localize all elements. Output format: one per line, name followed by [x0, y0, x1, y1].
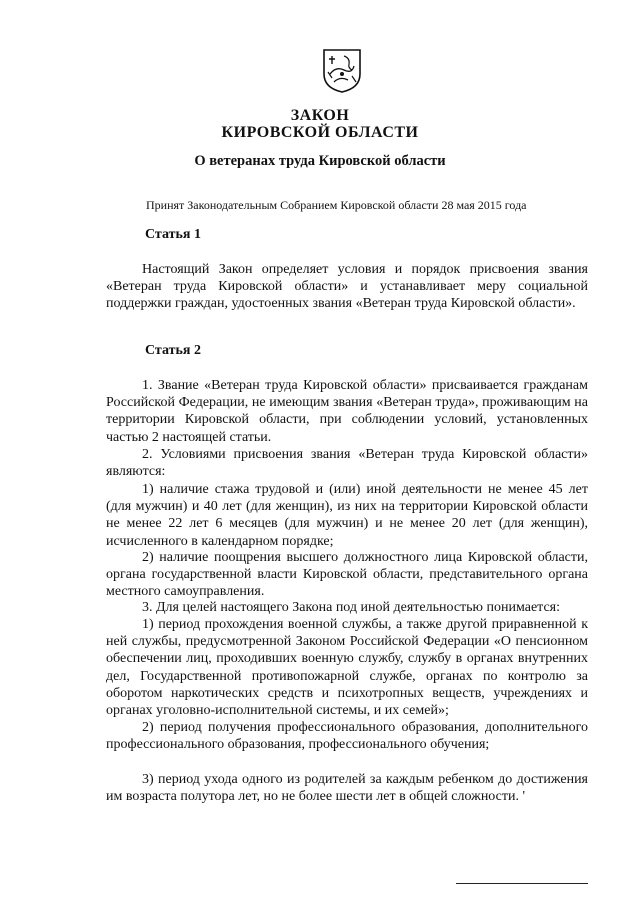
coat-of-arms-icon — [322, 48, 362, 94]
article-2-activity-2: 2) период получения профессионального образования, дополнительного профессионального образования, профессионального обучения; — [106, 720, 588, 753]
law-title: ЗАКОН — [290, 107, 350, 124]
footer-rule — [456, 883, 588, 884]
article-1-heading: Статья 1 — [145, 227, 201, 242]
article-2-paragraph-2: 2. Условиями присвоения звания «Ветеран труда Кировской области» являются: — [106, 447, 588, 480]
article-2-heading: Статья 2 — [145, 343, 201, 358]
article-2-condition-2: 2) наличие поощрения высшего должностного лица Кировской области, органа государственной власти Кировской области, представительного органа местного самоуправления. — [106, 550, 588, 600]
article-2-activity-1: 1) период прохождения военной службы, а также другой приравненной к ней службы, предусмотренной Законом Российской Федерации «О пенсионном обеспечении лиц, проходивших военную службу, службу в органах внутренних дел, Государственной противопожарной службе, органах по контролю за оборотом наркотических средств и психотропных веществ, учреждениях и органах уголовно-исполнительной системы, и их семей»; — [106, 617, 588, 719]
article-2-condition-1: 1) наличие стажа трудовой и (или) иной деятельности не менее 45 лет (для мужчин) и 40 лет (для женщин), из них на территории Кировской области не менее 22 лет 6 месяцев (для мужчин) и не менее 20 лет (для женщин), исчисленного в календарном порядке; — [106, 482, 588, 549]
article-1-text: Настоящий Закон определяет условия и порядок присвоения звания «Ветеран труда Кировской области» и устанавливает меру социальной поддержки граждан, удостоенных звания «Ветеран труда Кировской области». — [106, 262, 588, 312]
article-2-paragraph-1: 1. Звание «Ветеран труда Кировской области» присваивается гражданам Российской Федерации, не имеющим звания «Ветеран труда», проживающим на территории Кировской области, при соблюдении условий, установленных частью 2 настоящей статьи. — [106, 378, 588, 445]
article-2-activity-3: 3) период ухода одного из родителей за каждым ребенком до достижения им возраста полутора лет, но не более шести лет в общей сложности. ' — [106, 772, 588, 805]
law-region-title: КИРОВСКОЙ ОБЛАСТИ — [221, 124, 419, 141]
law-subtitle: О ветеранах труда Кировской области — [194, 153, 446, 169]
adoption-note: Принят Законодательным Собранием Кировской области 28 мая 2015 года — [146, 198, 527, 212]
article-2-paragraph-3: 3. Для целей настоящего Закона под иной деятельностью понимается: — [142, 600, 560, 615]
